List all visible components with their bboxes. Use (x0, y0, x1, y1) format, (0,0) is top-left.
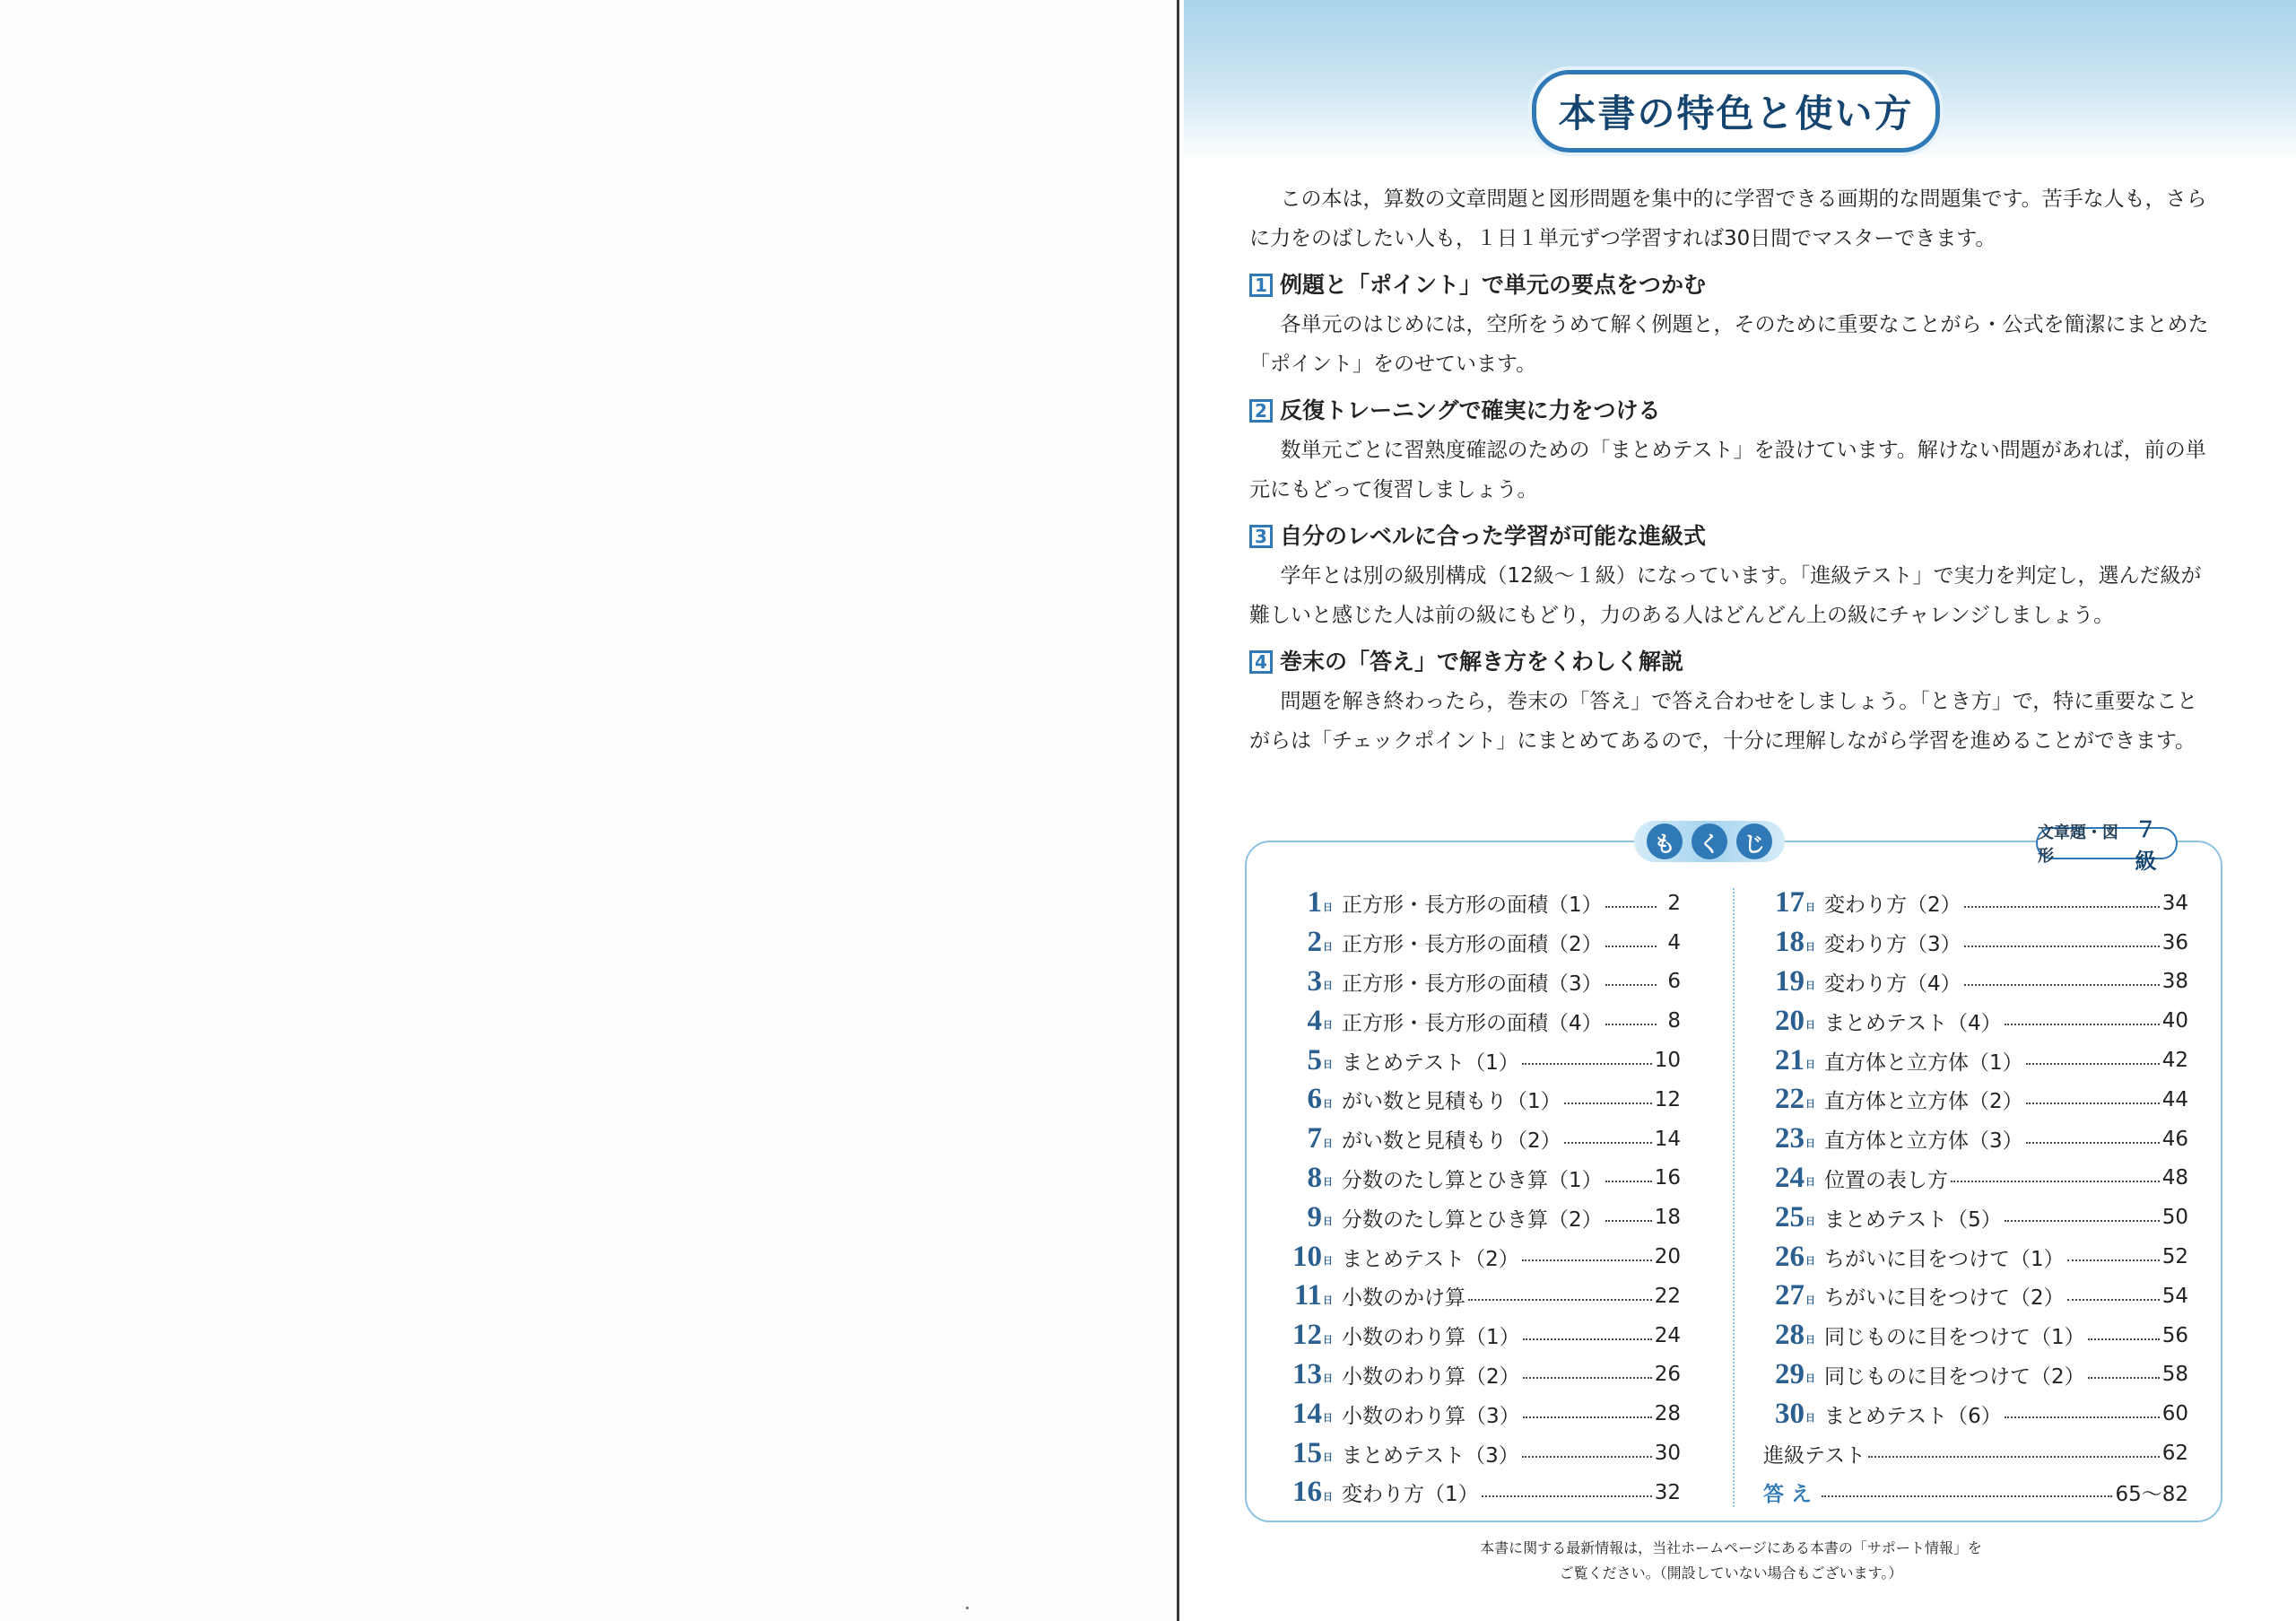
toc-entry-title: 正方形・長方形の面積（4） (1342, 1011, 1603, 1035)
toc-entry-title: 正方形・長方形の面積（2） (1342, 933, 1603, 957)
toc-entry-number: 19 (1775, 964, 1805, 998)
toc-entry-number: 14 (1292, 1397, 1322, 1430)
toc-dot-leader (1605, 1181, 1652, 1182)
page-title: 本書の特色と使い方 (1532, 70, 1940, 153)
feature-heading: 反復トレーニングで確実に力をつける (1280, 397, 1661, 423)
toc-day-suffix: 日 (1805, 1254, 1815, 1267)
toc-entry-page: 6 (1667, 970, 1681, 994)
toc-dot-leader (2026, 1063, 2160, 1065)
grade-level: ７級 (2135, 817, 2157, 874)
toc-dot-leader (1523, 1416, 1652, 1418)
toc-entry-page: 30 (1654, 1442, 1681, 1466)
feature-1 (1249, 266, 2218, 384)
toc-entry-page: 58 (2161, 1363, 2188, 1387)
toc-entry-title: 進級テスト (1763, 1443, 1866, 1468)
toc-entry-page: 44 (2161, 1087, 2188, 1111)
toc-entry-page: 8 (1667, 1009, 1681, 1033)
toc-entry (1281, 1237, 1681, 1277)
toc-dot-leader (1564, 1142, 1652, 1144)
toc-entry-title: 変わり方（1） (1342, 1483, 1479, 1507)
grade-tag (2036, 817, 2178, 874)
toc-dot-leader (1605, 1220, 1652, 1222)
toc-entry-title: 正方形・長方形の面積（3） (1342, 972, 1603, 996)
toc-entry-number: 6 (1307, 1083, 1322, 1116)
toc-dot-leader (1605, 906, 1657, 908)
toc-dot-leader (2005, 1024, 2160, 1025)
toc-entry-page: 36 (2161, 930, 2188, 954)
toc-entry-title: 小数のわり算（3） (1342, 1404, 1520, 1428)
toc-entry-number: 21 (1775, 1043, 1805, 1076)
toc-entry (1763, 1041, 2188, 1080)
toc-entry-page: 42 (2161, 1049, 2188, 1073)
toc-dot-leader (2026, 1102, 2160, 1104)
toc-dot-leader (1964, 906, 2160, 908)
toc-entry (1281, 884, 1681, 923)
feature-number: 3 (1249, 525, 1273, 548)
toc-entry-number: 13 (1292, 1357, 1322, 1390)
toc-entry-title: 同じものに目をつけて（2） (1824, 1364, 2085, 1389)
toc-entry-number: 15 (1292, 1436, 1322, 1469)
toc-entry-number: 23 (1775, 1122, 1805, 1155)
intro-section (1249, 179, 2218, 761)
toc-left-column (1281, 884, 1681, 1512)
toc-entry-title: 位置の表し方 (1824, 1168, 1948, 1192)
toc-day-suffix: 日 (1323, 1373, 1333, 1385)
toc-day-suffix: 日 (1323, 940, 1333, 953)
toc-day-suffix: 日 (1805, 901, 1815, 913)
toc-dot-leader (1468, 1299, 1652, 1301)
toc-dot-leader (2067, 1259, 2160, 1261)
toc-entry-number: 22 (1775, 1083, 1805, 1116)
intro-paragraph: この本は，算数の文章問題と図形問題を集中的に学習できる画期的な問題集です。苦手な人も，さらに力をのばしたい人も，１日１単元ずつ学習すれば30日間でマスターできます。 (1249, 187, 2207, 250)
toc-entry-title: がい数と見積もり（2） (1342, 1129, 1561, 1154)
toc-divider (1733, 888, 1735, 1507)
feature-text: 各単元のはじめには，空所をうめて解く例題と，そのために重要なことがら・公式を簡潔にまとめた「ポイント」をのせています。 (1249, 313, 2209, 376)
toc-entry-title: 小数のわり算（2） (1342, 1364, 1520, 1389)
toc-entry-page: 12 (1654, 1087, 1681, 1111)
toc-entry (1763, 1316, 2188, 1355)
toc-entry-number: 12 (1292, 1319, 1322, 1352)
toc-dot-leader (1822, 1495, 2112, 1497)
toc-entry-title: ちがいに目をつけて（2） (1824, 1286, 2065, 1311)
toc-entry-page: 26 (1654, 1363, 1681, 1387)
toc-entry (1763, 884, 2188, 923)
toc-dot-leader (2088, 1377, 2160, 1379)
toc-entry (1281, 1001, 1681, 1041)
toc-day-suffix: 日 (1805, 1137, 1815, 1149)
toc-entry-title: 直方体と立方体（1） (1824, 1050, 2023, 1075)
toc-entry-number: 11 (1293, 1279, 1322, 1312)
toc-day-suffix: 日 (1805, 1294, 1815, 1306)
toc-right-column (1763, 884, 2188, 1512)
toc-entry-page: 10 (1654, 1049, 1681, 1073)
toc-entry (1763, 1473, 2188, 1512)
toc-day-suffix: 日 (1323, 1333, 1333, 1346)
toc-day-suffix: 日 (1805, 1097, 1815, 1110)
toc-entry (1763, 1434, 2188, 1473)
toc-entry-number: 2 (1307, 926, 1322, 959)
toc-dot-leader (1605, 946, 1657, 947)
toc-entry-number: 27 (1775, 1279, 1805, 1312)
toc-entry (1281, 1041, 1681, 1080)
toc-entry (1281, 923, 1681, 963)
toc-entry-title: 分数のたし算とひき算（1） (1342, 1168, 1603, 1192)
toc-entry-title: 答え (1763, 1483, 1819, 1507)
toc-entry-title: まとめテスト（2） (1342, 1247, 1519, 1271)
toc-dot-leader (1522, 1063, 1652, 1065)
toc-day-suffix: 日 (1805, 1019, 1815, 1032)
toc-day-suffix: 日 (1805, 1412, 1815, 1425)
toc-dot-leader (1564, 1102, 1652, 1104)
toc-dot-leader (1523, 1377, 1652, 1379)
toc-entry (1763, 1120, 2188, 1159)
toc-entry-number: 28 (1775, 1319, 1805, 1352)
toc-entry-page: 65～82 (2115, 1483, 2188, 1507)
toc-entry (1281, 1394, 1681, 1434)
toc-entry-number: 8 (1307, 1161, 1322, 1194)
toc-entry (1281, 1277, 1681, 1316)
footer-note (1453, 1536, 2009, 1586)
feature-2 (1249, 391, 2218, 510)
toc-entry (1281, 1120, 1681, 1159)
toc-dot-leader (2067, 1299, 2160, 1301)
toc-day-suffix: 日 (1323, 1490, 1333, 1503)
toc-entry (1281, 1434, 1681, 1473)
feature-number: 1 (1249, 274, 1273, 297)
toc-entry-number: 24 (1775, 1161, 1805, 1194)
toc-entry-title: まとめテスト（6） (1824, 1404, 2002, 1428)
toc-entry-title: まとめテスト（4） (1824, 1011, 2002, 1035)
toc-day-suffix: 日 (1323, 1019, 1333, 1032)
toc-entry-title: 小数のかけ算 (1342, 1286, 1465, 1311)
toc-entry-page: 46 (2161, 1127, 2188, 1151)
toc-entry (1763, 1355, 2188, 1395)
toc-entry (1281, 1198, 1681, 1237)
toc-entry (1763, 923, 2188, 963)
feature-text: 学年とは別の級別構成（12級～１級）になっています。「進級テスト」で実力を判定し，選んだ級が難しいと感じた人は前の級にもどり，力のある人はどんどん上の級にチャレンジしましょう。 (1249, 564, 2202, 627)
toc-entry-page: 32 (1654, 1480, 1681, 1504)
toc-entry-page: 34 (2161, 891, 2188, 915)
toc-entry-page: 56 (2161, 1323, 2188, 1347)
toc-entry (1281, 963, 1681, 1002)
toc-day-suffix: 日 (1323, 1097, 1333, 1110)
toc-day-suffix: 日 (1805, 1333, 1815, 1346)
toc-entry-number: 9 (1307, 1200, 1322, 1233)
toc-entry (1281, 1159, 1681, 1198)
toc-entry-number: 1 (1307, 886, 1322, 919)
toc-dot-leader (1523, 1338, 1652, 1340)
footer-line: 本書に関する最新情報は，当社ホームページにある本書の「サポート情報」を (1480, 1539, 1982, 1556)
toc-entry-page: 52 (2161, 1245, 2188, 1269)
toc-day-suffix: 日 (1805, 1216, 1815, 1228)
toc-entry-number: 17 (1775, 886, 1805, 919)
feature-number: 4 (1249, 650, 1273, 674)
toc-day-suffix: 日 (1805, 980, 1815, 992)
toc-entry (1763, 1001, 2188, 1041)
toc-entry-number: 16 (1292, 1476, 1322, 1509)
toc-day-suffix: 日 (1323, 901, 1333, 913)
toc-dot-leader (1522, 1456, 1652, 1458)
toc-entry (1763, 963, 2188, 1002)
toc-day-suffix: 日 (1805, 1058, 1815, 1070)
feature-heading: 例題と「ポイント」で単元の要点をつかむ (1280, 272, 1707, 298)
toc-entry-page: 24 (1654, 1323, 1681, 1347)
toc-dot-leader (1482, 1495, 1652, 1497)
toc-heading-char: じ (1736, 824, 1772, 859)
toc-entry-title: まとめテスト（5） (1824, 1207, 2002, 1232)
toc-entry-page: 50 (2161, 1206, 2188, 1230)
toc-entry-page: 14 (1654, 1127, 1681, 1151)
toc-entry-page: 60 (2161, 1402, 2188, 1426)
toc-entry-number: 30 (1775, 1397, 1805, 1430)
toc-entry (1281, 1473, 1681, 1512)
feature-heading: 巻末の「答え」で解き方をくわしく解説 (1280, 649, 1684, 675)
toc-entry-title: 直方体と立方体（3） (1824, 1129, 2023, 1154)
toc-entry-title: 変わり方（4） (1824, 972, 1961, 996)
toc-dot-leader (1605, 984, 1657, 986)
toc-entry-page: 2 (1667, 891, 1681, 915)
toc-entry-title: がい数と見積もり（1） (1342, 1090, 1561, 1114)
toc-entry-title: 小数のわり算（1） (1342, 1326, 1520, 1350)
toc-dot-leader (1951, 1181, 2160, 1182)
toc-entry-number: 26 (1775, 1240, 1805, 1273)
toc-entry-page: 4 (1667, 930, 1681, 954)
toc-entry-page: 62 (2161, 1442, 2188, 1466)
toc-entry-number: 18 (1775, 926, 1805, 959)
toc-entry-title: まとめテスト（1） (1342, 1050, 1519, 1075)
toc-entry-page: 22 (1654, 1284, 1681, 1308)
toc-dot-leader (1605, 1024, 1657, 1025)
toc-dot-leader (2026, 1142, 2160, 1144)
toc-entry-page: 18 (1654, 1206, 1681, 1230)
toc-entry-number: 3 (1307, 964, 1322, 998)
grade-subject: 文章題・図形 (2038, 824, 2118, 866)
toc-entry-title: 変わり方（3） (1824, 933, 1961, 957)
toc-entry (1281, 1355, 1681, 1395)
toc-entry (1281, 1080, 1681, 1120)
toc-entry-title: ちがいに目をつけて（1） (1824, 1247, 2065, 1271)
toc-dot-leader (1522, 1259, 1652, 1261)
toc-entry (1763, 1277, 2188, 1316)
toc-day-suffix: 日 (1323, 1254, 1333, 1267)
toc-entry (1281, 1316, 1681, 1355)
toc-day-suffix: 日 (1805, 1176, 1815, 1189)
feature-number: 2 (1249, 399, 1273, 423)
toc-day-suffix: 日 (1323, 1216, 1333, 1228)
scan-speck (966, 1607, 969, 1609)
feature-3 (1249, 517, 2218, 635)
toc-day-suffix: 日 (1323, 980, 1333, 992)
toc-day-suffix: 日 (1323, 1451, 1333, 1463)
toc-day-suffix: 日 (1323, 1058, 1333, 1070)
toc-day-suffix: 日 (1323, 1137, 1333, 1149)
toc-dot-leader (2005, 1416, 2160, 1418)
toc-entry (1763, 1394, 2188, 1434)
toc-entry (1763, 1159, 2188, 1198)
toc-entry-page: 40 (2161, 1009, 2188, 1033)
toc-entry-title: 正方形・長方形の面積（1） (1342, 893, 1603, 918)
toc-heading-char: も (1647, 824, 1683, 859)
toc-day-suffix: 日 (1323, 1412, 1333, 1425)
toc-dot-leader (1964, 946, 2160, 947)
toc-entry-title: 直方体と立方体（2） (1824, 1090, 2023, 1114)
toc-entry-number: 10 (1292, 1240, 1322, 1273)
feature-4 (1249, 642, 2218, 761)
feature-heading: 自分のレベルに合った学習が可能な進級式 (1280, 523, 1707, 549)
toc-entry-page: 48 (2161, 1166, 2188, 1190)
toc-dot-leader (1868, 1456, 2160, 1458)
toc-entry-title: 変わり方（2） (1824, 893, 1961, 918)
toc-dot-leader (1964, 984, 2160, 986)
toc-dot-leader (2088, 1338, 2160, 1340)
toc-entry (1763, 1198, 2188, 1237)
footer-line: ご覧ください。（開設していない場合もございます。） (1559, 1564, 1903, 1582)
toc-entry-number: 7 (1307, 1122, 1322, 1155)
feature-text: 数単元ごとに習熟度確認のための「まとめテスト」を設けています。解けない問題があれば，前の単元にもどって復習しましょう。 (1249, 439, 2206, 501)
toc-entry-title: まとめテスト（3） (1342, 1443, 1519, 1468)
toc-entry-page: 38 (2161, 970, 2188, 994)
toc-day-suffix: 日 (1323, 1176, 1333, 1189)
toc-entry-number: 4 (1307, 1004, 1322, 1037)
toc-entry-page: 54 (2161, 1284, 2188, 1308)
toc-entry-page: 20 (1654, 1245, 1681, 1269)
toc-entry-title: 分数のたし算とひき算（2） (1342, 1207, 1603, 1232)
toc-dot-leader (2005, 1220, 2160, 1222)
toc-heading (1634, 821, 1785, 862)
toc-entry (1763, 1080, 2188, 1120)
toc-entry-title: 同じものに目をつけて（1） (1824, 1326, 2085, 1350)
toc-entry-page: 16 (1654, 1166, 1681, 1190)
book-spine (1177, 0, 1179, 1621)
feature-text: 問題を解き終わったら，巻末の「答え」で答え合わせをしましょう。「とき方」で，特に重要なことがらは「チェックポイント」にまとめてあるので，十分に理解しながら学習を進めることができます。 (1249, 690, 2198, 753)
toc-entry-number: 25 (1775, 1200, 1805, 1233)
toc-day-suffix: 日 (1323, 1294, 1333, 1306)
toc-entry-number: 20 (1775, 1004, 1805, 1037)
toc-entry-number: 5 (1307, 1043, 1322, 1076)
toc-heading-char: く (1692, 824, 1727, 859)
toc-entry (1763, 1237, 2188, 1277)
toc-entry-number: 29 (1775, 1357, 1805, 1390)
toc-day-suffix: 日 (1805, 940, 1815, 953)
toc-entry-page: 28 (1654, 1402, 1681, 1426)
toc-day-suffix: 日 (1805, 1373, 1815, 1385)
